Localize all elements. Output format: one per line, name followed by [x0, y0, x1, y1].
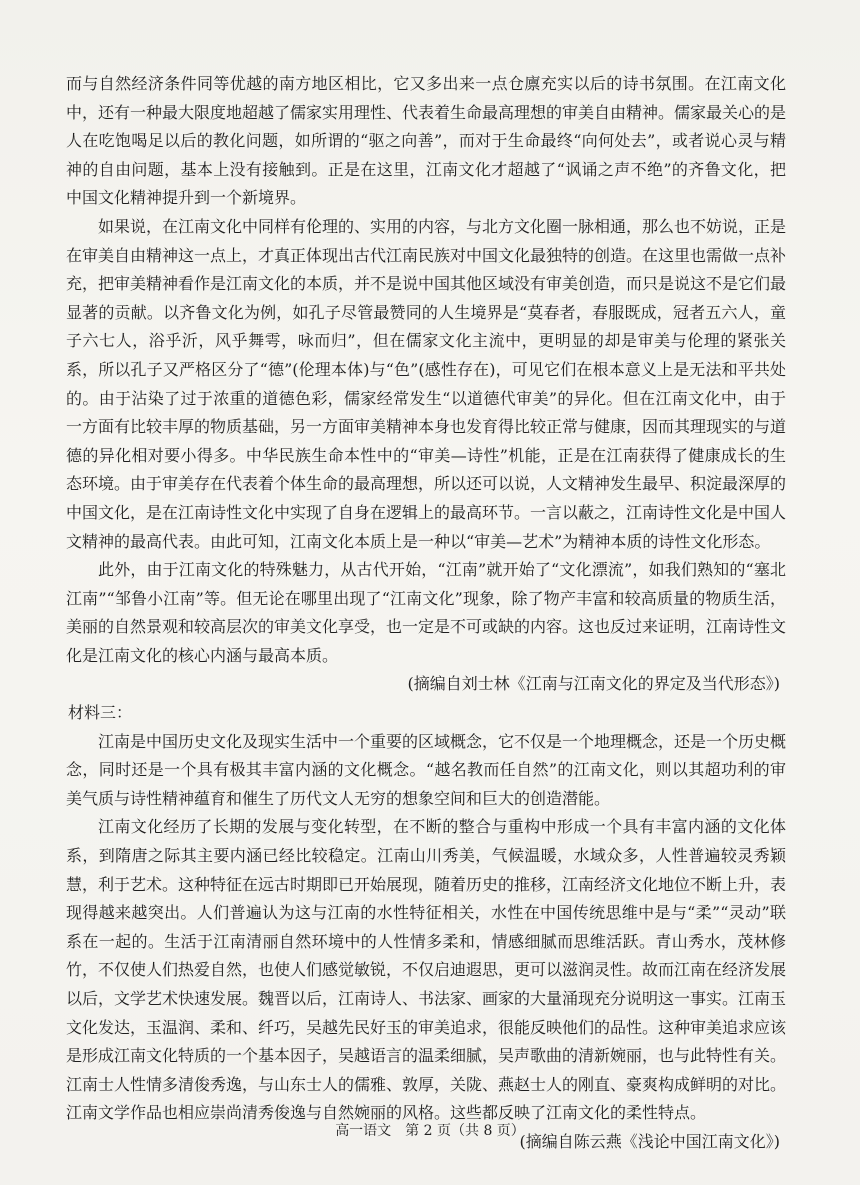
source-citation-2: (摘编自陈云燕《浅论中国江南文化》) — [519, 1131, 780, 1151]
article-body — [66, 70, 786, 1157]
paragraph-4: 江南是中国历史文化及现实生活中一个重要的区域概念，它不仅是一个地理概念，还是一个历史概念，同时还是一个具有极其丰富内涵的文化概念。“越名教而任自然”的江南文化，则以其超功利的审美气质与诗性精神蕴育和催生了历代文人无穷的想象空间和巨大的创造潜能。 — [66, 731, 787, 808]
paragraph-2: 如果说，在江南文化中同样有伦理的、实用的内容，与北方文化圈一脉相通，那么也不妨说，正是在审美自由精神这一点上，才真正体现出古代江南民族对中国文化最独特的创造。在这里也需做一点补充，把审美精神看作是江南文化的本质，并不是说中国其他区域没有审美创造，而只是说这不是它们最显著的贡献。以齐鲁文化为例，如孔子尽管最赞同的人生境界是“莫春者，春服既成，冠者五六人，童子六七人，浴乎沂，风乎舞雩，咏而归”，但在儒家文化主流中，更明显的却是审美与伦理的紧张关系，所以孔子又严格区分了“德”(伦理本体)与“色”(感性存在)，可见它们在根本意义上是无法和平共处的。由于沾染了过于浓重的道德色彩，儒家经常发生“以道德代审美”的异化。但在江南文化中，由于一方面有比较丰厚的物质基础，另一方面审美精神本身也发育得比较正常与健康，因而其理现实的与道德的异化相对要小得多。中华民族生命本性中的“审美—诗性”机能，正是在江南获得了健康成长的生态环境。由于审美存在代表着个体生命的最高理想，所以还可以说，人文精神发生最早、积淀最深厚的中国文化，是在江南诗性文化中实现了自身在逻辑上的最高环节。一言以蔽之，江南诗性文化是中国人文精神的最高代表。由此可知，江南文化本质上是一种以“审美—艺术”为精神本质的诗性文化形态。 — [66, 216, 787, 551]
source-citation-1: (摘编自刘士林《江南与江南文化的界定及当代形态》) — [407, 674, 780, 694]
page-footer: 高一语文 第 2 页（共 8 页） — [335, 1123, 525, 1139]
paragraph-1: 而与自然经济条件同等优越的南方地区相比，它又多出来一点仓廪充实以后的诗书氛围。在江南文化中，还有一种最大限度地超越了儒家实用理性、代表着生命最高理想的审美自由精神。儒家最关心的是人在吃饱喝足以后的教化问题，如所谓的“驱之向善”，而对于生命最终“向何处去”，或者说心灵与精神的自由问题，基本上没有接触到。正是在这里，江南文化才超越了“讽诵之声不绝”的齐鲁文化，把中国文化精神提升到一个新境界。 — [66, 74, 787, 208]
paragraph-5: 江南文化经历了长期的发展与变化转型，在不断的整合与重构中形成一个具有丰富内涵的文化体系，到隋唐之际其主要内涵已经比较稳定。江南山川秀美，气候温暖，水域众多，人性普遍较灵秀颖慧，利于艺术。这种特征在远古时期即已开始展现，随着历史的推移，江南经济文化地位不断上升，表现得越来越突出。人们普遍认为这与江南的水性特征相关，水性在中国传统思维中是与“柔”“灵动”联系在一起的。生活于江南清丽自然环境中的人性情多柔和，情感细腻而思维活跃。青山秀水，茂林修竹，不仅使人们热爱自然，也使人们感觉敏锐，不仅启迪遐思，更可以滋润灵性。故而江南在经济发展以后，文学艺术快速发展。魏晋以后，江南诗人、书法家、画家的大量涌现充分说明这一事实。江南玉文化发达，玉温润、柔和、纤巧，吴越先民好玉的审美追求，很能反映他们的品性。这种审美追求应该是形成江南文化特质的一个基本因子，吴越语言的温柔细腻，吴声歌曲的清新婉丽，也与此特性有关。江南士人性情多清俊秀逸，与山东士人的儒雅、敦厚，关陇、燕赵士人的刚直、豪爽构成鲜明的对比。江南文学作品也相应崇尚清秀俊逸与自然婉丽的风格。这些都反映了江南文化的柔性特点。 — [66, 817, 787, 1123]
paragraph-3: 此外，由于江南文化的特殊魅力，从古代开始，“江南”就开始了“文化漂流”，如我们熟知的“塞北江南”“邹鲁小江南”等。但无论在哪里出现了“江南文化”现象，除了物产丰富和较高质量的物质生活，美丽的自然景观和较高层次的审美文化享受，也一定是不可或缺的内容。这也反过来证明，江南诗性文化是江南文化的核心内涵与最高本质。 — [66, 560, 787, 665]
material-3-label: 材料三： — [68, 703, 133, 723]
